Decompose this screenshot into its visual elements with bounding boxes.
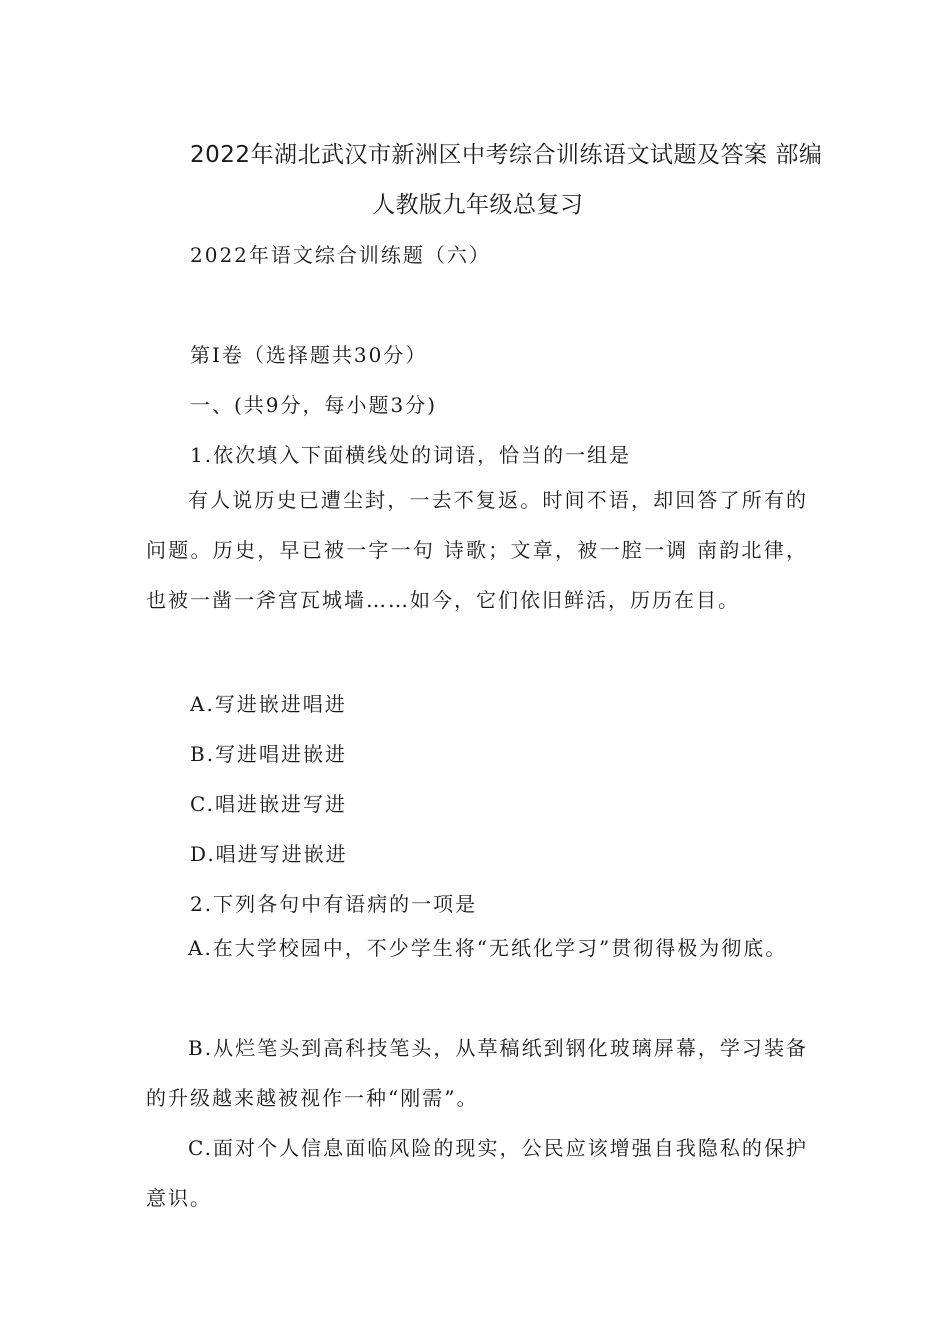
question-2-option-b: B.从烂笔头到高科技笔头，从草稿纸到钢化玻璃屏幕，学习装备的升级越来越被视作一种“刚需”。: [146, 1036, 808, 1110]
exam-subtitle: 2022年语文综合训练题（六）: [190, 243, 491, 267]
question-2-option-a: A.在大学校园中，不少学生将“无纸化学习”贯彻得极为彻底。: [188, 936, 788, 960]
document-title-line1: 2022年湖北武汉市新洲区中考综合训练语文试题及答案 部编: [190, 142, 823, 168]
part-heading: 第Ⅰ卷（选择题共30分）: [190, 343, 428, 367]
question-1-option-b: B.写进唱进嵌进: [190, 742, 348, 766]
question-1-option-a: A.写进嵌进唱进: [190, 692, 347, 716]
section-heading: 一、(共9分，每小题3分): [190, 393, 438, 417]
question-1-stem: 1.依次填入下面横线处的词语，恰当的一组是: [190, 443, 632, 467]
question-1-option-c: C.唱进嵌进写进: [190, 792, 347, 816]
document-title-line2: 人教版九年级总复习: [372, 192, 584, 218]
question-1-option-d: D.唱进写进嵌进: [190, 842, 348, 866]
question-1-passage: 有人说历史已遭尘封，一去不复返。时间不语，却回答了所有的问题。历史，早已被一字一句 诗歌；文章，被一腔一调 南韵北律，也被一凿一斧宫瓦城墙……如今，它们依旧鲜活，历历在目。: [146, 488, 808, 612]
question-2-stem: 2.下列各句中有语病的一项是: [190, 892, 478, 916]
question-2-option-c: C.面对个人信息面临风险的现实，公民应该增强自我隐私的保护意识。: [146, 1136, 808, 1210]
